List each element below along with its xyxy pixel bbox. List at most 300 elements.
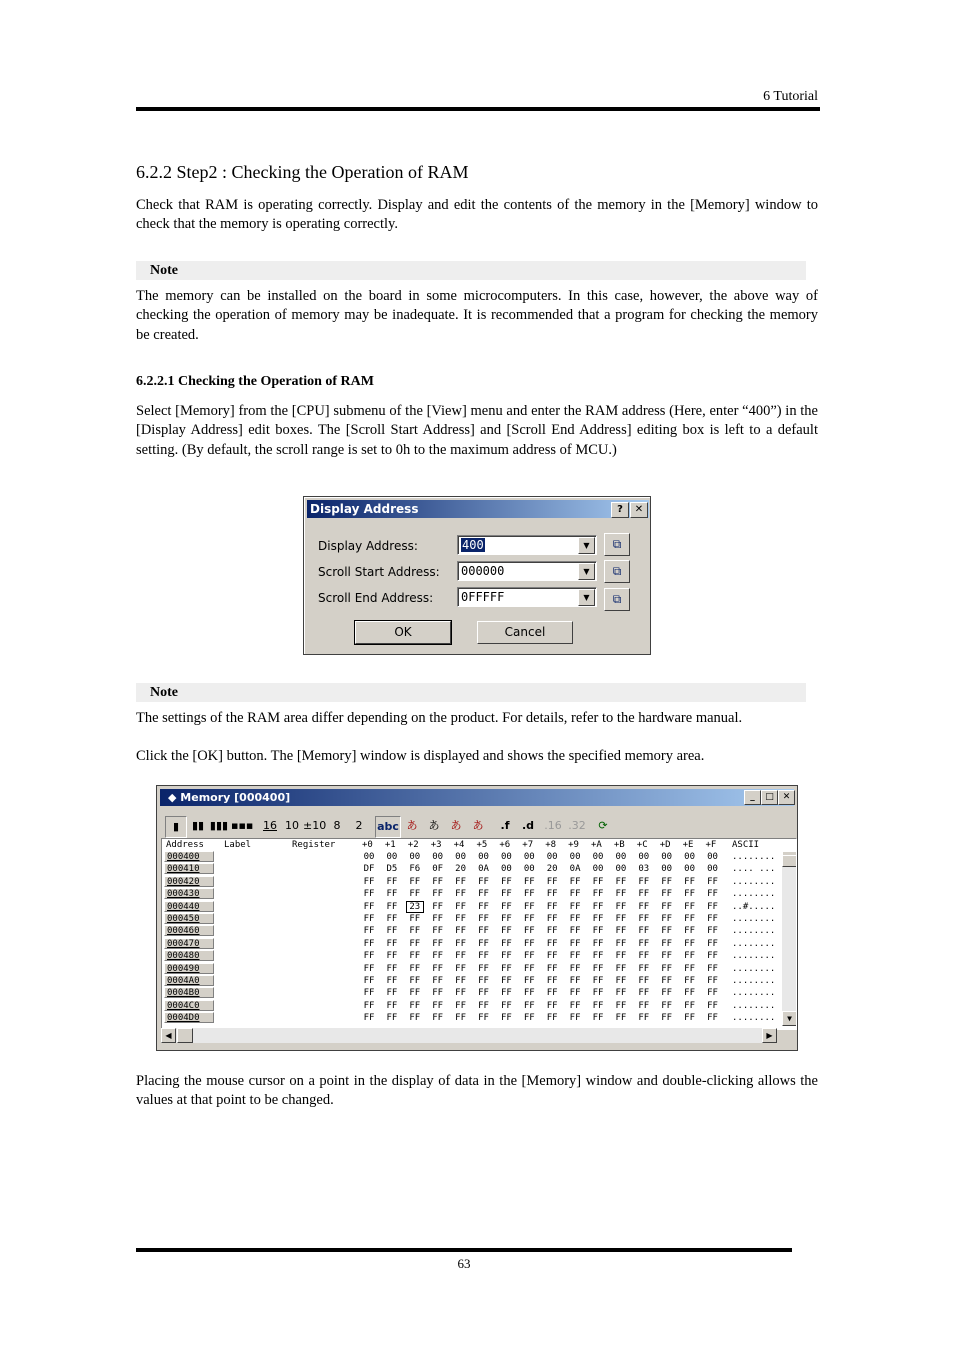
ascii-cell[interactable]: ........ xyxy=(732,852,776,862)
address-cell[interactable]: 0004D0 xyxy=(164,1012,214,1023)
hex-button[interactable]: 16 xyxy=(263,819,277,832)
address-cell[interactable]: 000450 xyxy=(164,913,214,924)
memory-byte-cell[interactable]: FF xyxy=(478,901,489,912)
memory-byte-cell[interactable]: FF xyxy=(638,951,650,962)
address-cell[interactable]: 000430 xyxy=(164,888,214,899)
memory-byte-cell[interactable]: FF xyxy=(615,901,627,912)
memory-byte-cell[interactable]: FF xyxy=(661,889,673,900)
memory-byte-cell[interactable]: FF xyxy=(432,938,444,949)
fixed16-button[interactable]: .16 xyxy=(544,819,562,832)
memory-byte-cell[interactable]: FF xyxy=(684,1013,696,1024)
memory-byte-cell[interactable]: FF xyxy=(661,938,673,949)
memory-byte-cell[interactable]: FF xyxy=(615,876,627,887)
memory-byte-cell[interactable]: FF xyxy=(500,963,512,974)
memory-byte-cell[interactable]: FF xyxy=(569,926,581,937)
memory-byte-cell[interactable]: FF xyxy=(478,1013,489,1024)
memory-byte-cell[interactable]: FF xyxy=(363,889,375,900)
memory-byte-cell[interactable]: FF xyxy=(455,926,467,937)
memory-byte-cell[interactable]: FF xyxy=(386,963,398,974)
memory-byte-cell[interactable]: FF xyxy=(684,938,696,949)
memory-byte-cell[interactable]: FF xyxy=(455,889,467,900)
memory-byte-cell[interactable]: FF xyxy=(500,901,512,912)
address-cell[interactable]: 000400 xyxy=(164,851,214,862)
memory-byte-cell[interactable]: FF xyxy=(661,1013,673,1024)
ascii-cell[interactable]: ........ xyxy=(732,951,776,962)
memory-byte-cell[interactable]: FF xyxy=(523,976,535,986)
memory-byte-cell[interactable]: FF xyxy=(523,988,535,999)
memory-byte-cell[interactable]: 00 xyxy=(546,852,558,862)
word-size-icon[interactable]: ▮▮ xyxy=(191,819,205,832)
memory-byte-cell[interactable]: FF xyxy=(615,951,627,962)
memory-byte-cell[interactable]: FF xyxy=(409,1013,421,1024)
ascii-button[interactable]: abc xyxy=(375,816,401,838)
memory-byte-cell[interactable]: FF xyxy=(500,1000,512,1011)
column-header: +6 xyxy=(499,840,511,850)
memory-byte-cell[interactable]: FF xyxy=(615,1013,627,1024)
memory-byte-cell[interactable]: FF xyxy=(386,938,398,949)
memory-byte-cell[interactable]: FF xyxy=(455,976,467,986)
memory-byte-cell[interactable]: FF xyxy=(432,876,444,887)
memory-byte-cell[interactable]: FF xyxy=(684,1000,696,1011)
memory-byte-cell[interactable]: FF xyxy=(363,976,375,986)
jis-button[interactable]: あ xyxy=(428,819,440,832)
memory-byte-cell[interactable]: 23 xyxy=(406,901,424,913)
memory-byte-cell[interactable]: FF xyxy=(409,988,421,999)
memory-byte-cell[interactable]: 20 xyxy=(546,864,558,875)
memory-byte-cell[interactable]: FF xyxy=(409,914,421,924)
memory-byte-cell[interactable]: FF xyxy=(546,889,558,900)
memory-byte-cell[interactable]: 00 xyxy=(592,852,604,862)
memory-byte-cell[interactable]: 00 xyxy=(455,852,467,862)
memory-byte-cell[interactable]: FF xyxy=(386,901,398,912)
vertical-scrollbar[interactable] xyxy=(782,851,796,1026)
memory-byte-cell[interactable]: FF xyxy=(363,951,375,962)
memory-byte-cell[interactable]: FF xyxy=(707,926,718,937)
memory-byte-cell[interactable]: FF xyxy=(478,926,489,937)
memory-byte-cell[interactable]: FF xyxy=(615,926,627,937)
memory-byte-cell[interactable]: 00 xyxy=(615,852,627,862)
memory-byte-cell[interactable]: FF xyxy=(684,988,696,999)
address-cell[interactable]: 0004A0 xyxy=(164,975,214,986)
address-cell[interactable]: 0004B0 xyxy=(164,987,214,998)
scroll-thumb[interactable] xyxy=(782,855,797,867)
memory-byte-cell[interactable]: FF xyxy=(478,1000,489,1011)
cancel-button[interactable]: Cancel xyxy=(477,621,573,644)
memory-byte-cell[interactable]: FF xyxy=(684,901,696,912)
memory-byte-cell[interactable]: FF xyxy=(478,876,489,887)
memory-byte-cell[interactable]: FF xyxy=(500,876,512,887)
display-address-combo[interactable] xyxy=(457,535,597,555)
memory-byte-cell[interactable]: FF xyxy=(363,963,375,974)
memory-byte-cell[interactable]: FF xyxy=(455,1013,467,1024)
euc-button[interactable]: あ xyxy=(450,819,462,832)
memory-byte-cell[interactable]: FF xyxy=(432,1000,444,1011)
memory-byte-cell[interactable]: FF xyxy=(523,963,535,974)
signed-dec-button[interactable]: ±10 xyxy=(303,819,327,832)
memory-byte-cell[interactable]: FF xyxy=(569,914,581,924)
memory-byte-cell[interactable]: FF xyxy=(638,938,650,949)
lword-size-icon[interactable]: ▮▮▮ xyxy=(209,819,229,832)
memory-byte-cell[interactable]: FF xyxy=(615,938,627,949)
memory-byte-cell[interactable]: FF xyxy=(661,914,673,924)
memory-byte-cell[interactable]: FF xyxy=(478,938,489,949)
memory-byte-cell[interactable]: FF xyxy=(638,876,650,887)
memory-byte-cell[interactable]: 00 xyxy=(684,852,696,862)
memory-byte-cell[interactable]: FF xyxy=(592,976,604,986)
memory-byte-cell[interactable]: FF xyxy=(363,926,375,937)
memory-byte-cell[interactable]: FF xyxy=(386,988,398,999)
memory-byte-cell[interactable]: FF xyxy=(409,976,421,986)
memory-byte-cell[interactable]: 00 xyxy=(523,864,535,875)
hscroll-thumb[interactable] xyxy=(177,1028,193,1043)
memory-byte-cell[interactable]: 00 xyxy=(432,852,444,862)
memory-byte-cell[interactable]: FF xyxy=(363,901,375,912)
memory-byte-cell[interactable]: FF xyxy=(684,951,696,962)
memory-byte-cell[interactable]: FF xyxy=(592,963,604,974)
memory-byte-cell[interactable]: FF xyxy=(707,938,718,949)
address-cell[interactable]: 000490 xyxy=(164,963,214,974)
memory-byte-cell[interactable]: FF xyxy=(455,876,467,887)
ok-button[interactable]: OK xyxy=(355,621,451,644)
scroll-start-label: Scroll Start Address: xyxy=(318,565,440,579)
address-select-icon[interactable]: ⧉ xyxy=(604,560,630,583)
close-button[interactable]: ✕ xyxy=(630,502,648,518)
memory-byte-cell[interactable]: FF xyxy=(684,876,696,887)
memory-byte-cell[interactable]: 0F xyxy=(432,864,444,875)
memory-byte-cell[interactable]: FF xyxy=(363,988,375,999)
memory-byte-cell[interactable]: FF xyxy=(707,889,718,900)
memory-byte-cell[interactable]: FF xyxy=(546,988,558,999)
memory-byte-cell[interactable]: 0A xyxy=(569,864,581,875)
address-cell[interactable]: 0004C0 xyxy=(164,1000,214,1011)
memory-byte-cell[interactable]: FF xyxy=(500,1013,512,1024)
memory-byte-cell[interactable]: FF xyxy=(432,889,444,900)
memory-byte-cell[interactable]: FF xyxy=(592,988,604,999)
memory-byte-cell[interactable]: FF xyxy=(546,938,558,949)
unicode-button[interactable]: あ xyxy=(472,819,484,832)
memory-byte-cell[interactable]: FF xyxy=(592,951,604,962)
memory-byte-cell[interactable]: FF xyxy=(707,914,718,924)
scroll-start-combo[interactable] xyxy=(457,561,597,581)
memory-byte-cell[interactable]: FF xyxy=(409,1000,421,1011)
close-button[interactable]: ✕ xyxy=(778,790,795,805)
memory-byte-cell[interactable]: FF xyxy=(569,988,581,999)
memory-byte-cell[interactable]: FF xyxy=(546,951,558,962)
memory-byte-cell[interactable]: FF xyxy=(455,938,467,949)
ascii-cell[interactable]: ........ xyxy=(732,938,776,949)
memory-byte-cell[interactable]: FF xyxy=(409,951,421,962)
memory-byte-cell[interactable]: FF xyxy=(523,889,535,900)
memory-byte-cell[interactable]: FF xyxy=(661,963,673,974)
memory-byte-cell[interactable]: FF xyxy=(546,914,558,924)
memory-byte-cell[interactable]: DF xyxy=(363,864,375,875)
memory-byte-cell[interactable]: FF xyxy=(661,876,673,887)
memory-byte-cell[interactable]: FF xyxy=(707,901,718,912)
float-button[interactable]: .f xyxy=(500,819,510,832)
memory-byte-cell[interactable]: FF xyxy=(432,951,444,962)
memory-byte-cell[interactable]: FF xyxy=(455,914,467,924)
memory-byte-cell[interactable]: FF xyxy=(455,988,467,999)
memory-byte-cell[interactable]: 00 xyxy=(478,852,489,862)
memory-byte-cell[interactable]: FF xyxy=(592,876,604,887)
memory-byte-cell[interactable]: FF xyxy=(478,976,489,986)
memory-byte-cell[interactable]: FF xyxy=(386,889,398,900)
memory-byte-cell[interactable]: FF xyxy=(615,963,627,974)
memory-byte-cell[interactable]: FF xyxy=(523,1000,535,1011)
memory-byte-cell[interactable]: FF xyxy=(638,1013,650,1024)
ascii-cell[interactable]: ........ xyxy=(732,1013,776,1024)
memory-byte-cell[interactable]: FF xyxy=(500,988,512,999)
memory-byte-cell[interactable]: FF xyxy=(592,938,604,949)
memory-byte-cell[interactable]: FF xyxy=(638,901,650,912)
memory-byte-cell[interactable]: 00 xyxy=(500,864,512,875)
scroll-end-value[interactable]: 0FFFFF xyxy=(461,590,505,604)
memory-byte-cell[interactable]: 00 xyxy=(592,864,604,875)
memory-byte-cell[interactable]: FF xyxy=(478,914,489,924)
address-cell[interactable]: 000440 xyxy=(164,901,214,912)
address-cell[interactable]: 000460 xyxy=(164,925,214,936)
memory-byte-cell[interactable]: FF xyxy=(523,938,535,949)
memory-byte-cell[interactable]: FF xyxy=(523,926,535,937)
memory-grid[interactable] xyxy=(161,838,797,1030)
memory-byte-cell[interactable]: FF xyxy=(707,988,718,999)
chevron-down-icon[interactable]: ▼ xyxy=(578,563,595,580)
memory-byte-cell[interactable]: 03 xyxy=(638,864,650,875)
chevron-down-icon[interactable]: ▼ xyxy=(578,537,595,554)
memory-byte-cell[interactable]: 00 xyxy=(707,852,718,862)
memory-byte-cell[interactable]: F6 xyxy=(409,864,421,875)
memory-byte-cell[interactable]: FF xyxy=(432,963,444,974)
scroll-down-icon[interactable]: ▼ xyxy=(782,1011,797,1026)
memory-byte-cell[interactable]: FF xyxy=(546,1013,558,1024)
memory-byte-cell[interactable]: FF xyxy=(363,1000,375,1011)
memory-byte-cell[interactable]: FF xyxy=(432,926,444,937)
memory-byte-cell[interactable]: FF xyxy=(615,988,627,999)
memory-byte-cell[interactable]: FF xyxy=(569,901,581,912)
memory-byte-cell[interactable]: FF xyxy=(661,901,673,912)
memory-byte-cell[interactable]: 00 xyxy=(500,852,512,862)
memory-byte-cell[interactable]: FF xyxy=(409,889,421,900)
memory-byte-cell[interactable]: FF xyxy=(455,1000,467,1011)
memory-byte-cell[interactable]: FF xyxy=(455,951,467,962)
memory-byte-cell[interactable]: FF xyxy=(386,951,398,962)
memory-byte-cell[interactable]: FF xyxy=(592,926,604,937)
scroll-end-combo[interactable] xyxy=(457,587,597,607)
memory-byte-cell[interactable]: FF xyxy=(546,926,558,937)
memory-byte-cell[interactable]: FF xyxy=(478,963,489,974)
memory-byte-cell[interactable]: FF xyxy=(432,914,444,924)
address-cell[interactable]: 000420 xyxy=(164,876,214,887)
memory-byte-cell[interactable]: FF xyxy=(546,1000,558,1011)
memory-byte-cell[interactable]: FF xyxy=(638,889,650,900)
memory-byte-cell[interactable]: FF xyxy=(363,876,375,887)
byte-size-icon[interactable]: ▮ xyxy=(165,816,187,838)
memory-byte-cell[interactable]: FF xyxy=(592,1013,604,1024)
memory-byte-cell[interactable]: FF xyxy=(707,1013,718,1024)
memory-byte-cell[interactable]: FF xyxy=(592,901,604,912)
memory-byte-cell[interactable]: FF xyxy=(386,1013,398,1024)
memory-byte-cell[interactable]: FF xyxy=(523,951,535,962)
oct-button[interactable]: 8 xyxy=(333,819,341,832)
help-button[interactable]: ? xyxy=(611,502,629,518)
memory-byte-cell[interactable]: 00 xyxy=(523,852,535,862)
memory-byte-cell[interactable]: FF xyxy=(386,1000,398,1011)
minimize-button[interactable]: _ xyxy=(744,790,761,805)
maximize-button[interactable]: □ xyxy=(761,790,778,805)
memory-byte-cell[interactable]: FF xyxy=(409,876,421,887)
memory-byte-cell[interactable]: FF xyxy=(569,876,581,887)
bin-button[interactable]: 2 xyxy=(355,819,363,832)
memory-byte-cell[interactable]: FF xyxy=(661,1000,673,1011)
memory-byte-cell[interactable]: FF xyxy=(546,876,558,887)
ascii-cell[interactable]: ........ xyxy=(732,914,776,924)
ascii-cell[interactable]: ........ xyxy=(732,889,776,900)
memory-byte-cell[interactable]: FF xyxy=(478,988,489,999)
memory-byte-cell[interactable]: FF xyxy=(500,914,512,924)
qword-size-icon[interactable]: ▪▪▪ xyxy=(231,819,254,832)
memory-byte-cell[interactable]: FF xyxy=(707,1000,718,1011)
chevron-down-icon[interactable]: ▼ xyxy=(578,589,595,606)
ascii-cell[interactable]: ........ xyxy=(732,876,776,887)
memory-byte-cell[interactable]: FF xyxy=(409,926,421,937)
memory-byte-cell[interactable]: FF xyxy=(432,976,444,986)
memory-byte-cell[interactable]: FF xyxy=(707,951,718,962)
ascii-cell[interactable]: ........ xyxy=(732,1000,776,1011)
memory-byte-cell[interactable]: 00 xyxy=(409,852,421,862)
memory-byte-cell[interactable]: FF xyxy=(500,938,512,949)
sjis-button[interactable]: あ xyxy=(406,819,418,832)
scroll-right-icon[interactable]: ▶ xyxy=(762,1028,777,1043)
memory-byte-cell[interactable]: FF xyxy=(455,963,467,974)
memory-byte-cell[interactable]: FF xyxy=(478,889,489,900)
memory-byte-cell[interactable]: FF xyxy=(615,976,627,986)
memory-byte-cell[interactable]: 00 xyxy=(684,864,696,875)
memory-byte-cell[interactable]: FF xyxy=(592,889,604,900)
memory-byte-cell[interactable]: FF xyxy=(638,914,650,924)
memory-byte-cell[interactable]: FF xyxy=(569,1013,581,1024)
address-select-icon[interactable]: ⧉ xyxy=(604,588,630,611)
memory-byte-cell[interactable]: FF xyxy=(569,951,581,962)
memory-byte-cell[interactable]: FF xyxy=(661,988,673,999)
address-select-icon[interactable]: ⧉ xyxy=(604,533,630,556)
memory-byte-cell[interactable]: FF xyxy=(638,988,650,999)
memory-byte-cell[interactable]: FF xyxy=(523,876,535,887)
memory-byte-cell[interactable]: FF xyxy=(546,976,558,986)
memory-byte-cell[interactable]: FF xyxy=(523,901,535,912)
ascii-cell[interactable]: .... ... xyxy=(732,864,776,875)
memory-byte-cell[interactable]: 00 xyxy=(661,864,673,875)
memory-byte-cell[interactable]: FF xyxy=(523,1013,535,1024)
memory-byte-cell[interactable]: FF xyxy=(363,938,375,949)
memory-byte-cell[interactable]: 00 xyxy=(661,852,673,862)
memory-byte-cell[interactable]: FF xyxy=(707,963,718,974)
memory-byte-cell[interactable]: 00 xyxy=(386,852,398,862)
memory-byte-cell[interactable]: FF xyxy=(432,901,444,912)
memory-byte-cell[interactable]: FF xyxy=(684,889,696,900)
ascii-cell[interactable]: ........ xyxy=(732,926,776,937)
ascii-cell[interactable]: ..#..... xyxy=(732,901,776,912)
memory-byte-cell[interactable]: 00 xyxy=(363,852,375,862)
memory-byte-cell[interactable]: FF xyxy=(684,914,696,924)
horizontal-scrollbar[interactable] xyxy=(161,1028,777,1043)
memory-byte-cell[interactable]: FF xyxy=(569,938,581,949)
memory-byte-cell[interactable]: FF xyxy=(386,976,398,986)
memory-byte-cell[interactable]: FF xyxy=(478,951,489,962)
address-cell[interactable]: 000470 xyxy=(164,938,214,949)
ascii-cell[interactable]: ........ xyxy=(732,988,776,999)
memory-byte-cell[interactable]: D5 xyxy=(386,864,398,875)
memory-byte-cell[interactable]: FF xyxy=(386,876,398,887)
memory-byte-cell[interactable]: FF xyxy=(684,976,696,986)
address-cell[interactable]: 000410 xyxy=(164,863,214,874)
ascii-cell[interactable]: ........ xyxy=(732,963,776,974)
memory-byte-cell[interactable]: FF xyxy=(500,889,512,900)
memory-byte-cell[interactable]: FF xyxy=(432,1013,444,1024)
memory-byte-cell[interactable]: FF xyxy=(546,963,558,974)
memory-byte-cell[interactable]: FF xyxy=(592,914,604,924)
memory-byte-cell[interactable]: FF xyxy=(363,914,375,924)
scroll-left-icon[interactable]: ◀ xyxy=(161,1028,176,1043)
memory-byte-cell[interactable]: FF xyxy=(523,914,535,924)
memory-byte-cell[interactable]: FF xyxy=(432,988,444,999)
memory-byte-cell[interactable]: FF xyxy=(546,901,558,912)
memory-byte-cell[interactable]: 20 xyxy=(455,864,467,875)
memory-byte-cell[interactable]: FF xyxy=(500,926,512,937)
memory-byte-cell[interactable]: FF xyxy=(684,926,696,937)
memory-byte-cell[interactable]: FF xyxy=(638,976,650,986)
memory-byte-cell[interactable]: FF xyxy=(707,976,718,986)
memory-byte-cell[interactable]: FF xyxy=(615,889,627,900)
memory-byte-cell[interactable]: FF xyxy=(661,926,673,937)
ascii-cell[interactable]: ........ xyxy=(732,976,776,986)
memory-byte-cell[interactable]: FF xyxy=(661,951,673,962)
memory-byte-cell[interactable]: FF xyxy=(569,976,581,986)
double-button[interactable]: .d xyxy=(521,819,535,832)
display-address-value[interactable]: 400 xyxy=(462,538,484,552)
refresh-icon[interactable]: ⟳ xyxy=(598,819,608,832)
memory-byte-cell[interactable]: FF xyxy=(707,876,718,887)
memory-byte-cell[interactable]: FF xyxy=(592,1000,604,1011)
memory-byte-cell[interactable]: 00 xyxy=(707,864,718,875)
memory-byte-cell[interactable]: FF xyxy=(638,926,650,937)
memory-byte-cell[interactable]: FF xyxy=(386,926,398,937)
scroll-start-value[interactable]: 000000 xyxy=(461,564,505,578)
memory-byte-cell[interactable]: FF xyxy=(500,951,512,962)
memory-byte-cell[interactable]: FF xyxy=(386,914,398,924)
memory-byte-cell[interactable]: FF xyxy=(661,976,673,986)
memory-byte-cell[interactable]: FF xyxy=(455,901,467,912)
memory-byte-cell[interactable]: FF xyxy=(684,963,696,974)
memory-byte-cell[interactable]: 00 xyxy=(638,852,650,862)
memory-byte-cell[interactable]: 00 xyxy=(569,852,581,862)
memory-byte-cell[interactable]: 0A xyxy=(478,864,489,875)
memory-byte-cell[interactable]: FF xyxy=(363,1013,375,1024)
memory-byte-cell[interactable]: FF xyxy=(615,1000,627,1011)
memory-byte-cell[interactable]: FF xyxy=(638,1000,650,1011)
memory-byte-cell[interactable]: FF xyxy=(409,938,421,949)
memory-byte-cell[interactable]: FF xyxy=(569,963,581,974)
memory-byte-cell[interactable]: FF xyxy=(638,963,650,974)
dec-button[interactable]: 10 xyxy=(285,819,299,832)
memory-byte-cell[interactable]: 00 xyxy=(615,864,627,875)
memory-byte-cell[interactable]: FF xyxy=(615,914,627,924)
memory-byte-cell[interactable]: FF xyxy=(569,889,581,900)
memory-byte-cell[interactable]: FF xyxy=(569,1000,581,1011)
memory-byte-cell[interactable]: FF xyxy=(409,963,421,974)
fixed32-button[interactable]: .32 xyxy=(568,819,586,832)
memory-byte-cell[interactable]: FF xyxy=(500,976,512,986)
address-cell[interactable]: 000480 xyxy=(164,950,214,961)
